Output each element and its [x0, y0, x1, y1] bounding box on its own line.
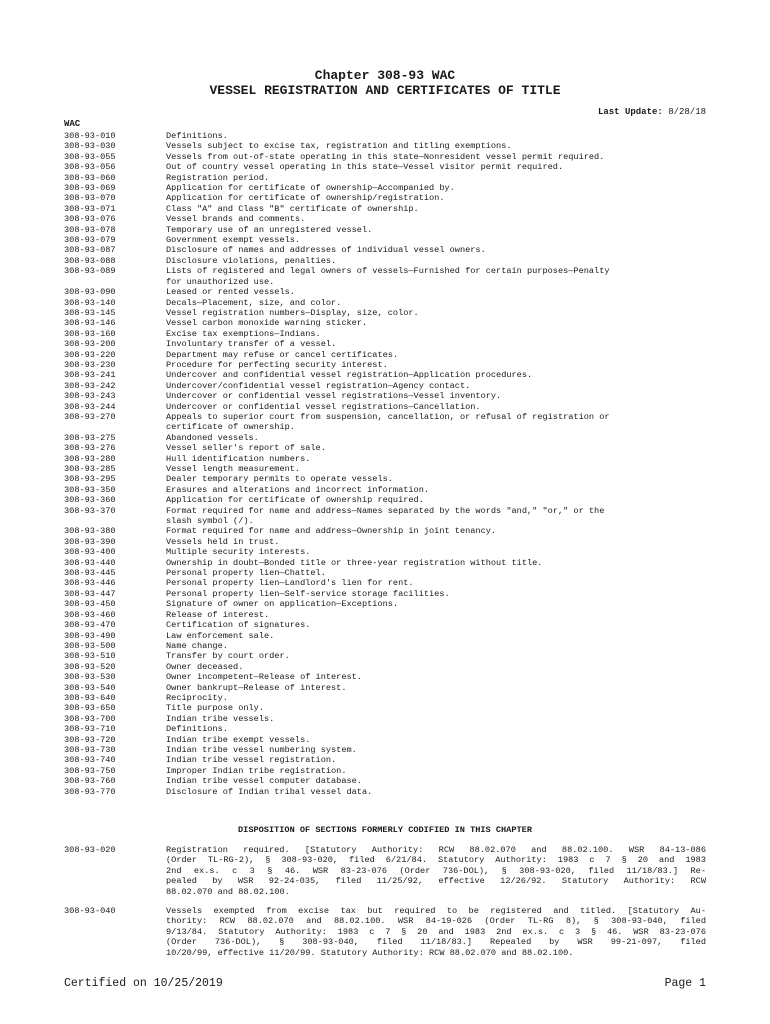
section-number: 308-93-280 — [64, 453, 116, 464]
section-row — [64, 308, 706, 318]
section-number: 308-93-270 — [64, 411, 116, 422]
section-row — [64, 485, 706, 495]
section-title: Disclosure of Indian tribal vessel data. — [166, 786, 373, 797]
section-row — [64, 683, 706, 693]
section-title: Disclosure of names and addresses of individual vessel owners. — [166, 245, 486, 256]
section-number: 308-93-447 — [64, 588, 116, 599]
page-number: Page 1 — [664, 977, 706, 990]
section-title: Format required for name and address—Names separated by the words "and," "or," or the slash symbol (/). — [166, 505, 605, 527]
section-row — [64, 339, 706, 349]
section-row — [64, 787, 706, 797]
section-row — [64, 474, 706, 484]
section-number: 308-93-242 — [64, 380, 116, 391]
section-title: Owner bankrupt—Release of interest. — [166, 682, 347, 693]
section-number: 308-93-145 — [64, 307, 116, 318]
section-row — [64, 193, 706, 203]
section-number: 308-93-241 — [64, 370, 116, 381]
section-number: 308-93-060 — [64, 172, 116, 183]
section-row — [64, 693, 706, 703]
section-row — [64, 620, 706, 630]
section-row — [64, 350, 706, 360]
section-number: 308-93-460 — [64, 609, 116, 620]
section-title: Erasures and alterations and incorrect information. — [166, 484, 430, 495]
section-number: 308-93-370 — [64, 505, 116, 516]
section-title: Indian tribe vessel numbering system. — [166, 744, 357, 755]
section-row — [64, 724, 706, 734]
section-title: Vessels held in trust. — [166, 536, 280, 547]
section-title: Appeals to superior court from suspension, cancellation, or refusal of registration or certificate of ownership. — [166, 411, 610, 433]
section-row — [64, 214, 706, 224]
section-number: 308-93-069 — [64, 183, 116, 194]
section-title: Government exempt vessels. — [166, 235, 301, 246]
section-row — [64, 204, 706, 214]
section-number: 308-93-079 — [64, 235, 116, 246]
section-number: 308-93-450 — [64, 599, 116, 610]
section-title: Personal property lien—Landlord's lien for rent. — [166, 578, 414, 589]
section-row — [64, 412, 706, 433]
disposition-row — [64, 906, 706, 958]
disposition-row — [64, 845, 706, 897]
section-title: Disclosure violations, penalties. — [166, 255, 337, 266]
section-number: 308-93-056 — [64, 162, 116, 173]
section-number: 308-93-380 — [64, 526, 116, 537]
section-title: Application for certificate of ownership/registration. — [166, 193, 445, 204]
section-number: 308-93-243 — [64, 391, 116, 402]
section-title: Class "A" and Class "B" certificate of ownership. — [166, 203, 419, 214]
section-number: 308-93-530 — [64, 672, 116, 683]
section-row — [64, 766, 706, 776]
section-number: 308-93-088 — [64, 255, 116, 266]
section-title: Definitions. — [166, 724, 228, 735]
section-number: 308-93-090 — [64, 287, 116, 298]
section-row — [64, 433, 706, 443]
section-row — [64, 256, 706, 266]
disposition-line: 9/13/84. Statutory Authority: 1983 c 7 § 20 and 1983 2nd ex.s. c 3 § 46. WSR 83-23-076 — [166, 926, 706, 937]
disposition-line: Vessels exempted from excise tax but required to be registered and titled. [Statutory Au- — [166, 906, 706, 917]
section-title: Reciprocity. — [166, 692, 228, 703]
section-title: Undercover or confidential vessel registrations—Vessel inventory. — [166, 391, 502, 402]
section-row — [64, 131, 706, 141]
section-row — [64, 245, 706, 255]
section-title: Application for certificate of ownership required. — [166, 495, 424, 506]
section-row — [64, 537, 706, 547]
section-row — [64, 641, 706, 651]
disposition-line: Registration required. [Statutory Authority: RCW 88.02.070 and 88.02.100. WSR 84-13-086 — [166, 845, 706, 855]
section-row — [64, 672, 706, 682]
section-title: Release of interest. — [166, 609, 270, 620]
section-title: Law enforcement sale. — [166, 630, 275, 641]
section-title: Registration period. — [166, 172, 270, 183]
section-row — [64, 589, 706, 599]
section-row — [64, 599, 706, 609]
chapter-title — [0, 68, 770, 98]
section-title: Indian tribe vessels. — [166, 713, 275, 724]
section-number: 308-93-540 — [64, 682, 116, 693]
section-row — [64, 735, 706, 745]
section-number: 308-93-275 — [64, 432, 116, 443]
section-row — [64, 703, 706, 713]
section-number: 308-93-230 — [64, 359, 116, 370]
section-row — [64, 141, 706, 151]
section-row — [64, 152, 706, 162]
section-number: 308-93-140 — [64, 297, 116, 308]
section-title: Vessel seller's report of sale. — [166, 443, 326, 454]
section-row — [64, 464, 706, 474]
section-title: Improper Indian tribe registration. — [166, 765, 347, 776]
section-title: Vessel length measurement. — [166, 464, 301, 474]
section-title: Dealer temporary permits to operate vessels. — [166, 474, 393, 485]
section-title: Owner deceased. — [166, 661, 244, 672]
section-number: 308-93-400 — [64, 547, 116, 558]
section-number: 308-93-276 — [64, 443, 116, 454]
section-number: 308-93-750 — [64, 765, 116, 776]
section-title: Involuntary transfer of a vessel. — [166, 339, 337, 350]
section-number: 308-93-244 — [64, 401, 116, 412]
section-title: Decals—Placement, size, and color. — [166, 297, 342, 308]
section-title: Vessel carbon monoxide warning sticker. — [166, 318, 368, 329]
section-number: 308-93-350 — [64, 484, 116, 495]
section-row — [64, 714, 706, 724]
section-title: Indian tribe exempt vessels. — [166, 734, 311, 745]
section-title: Lists of registered and legal owners of vessels—Furnished for certain purposes—Penalty for unauthorized use. — [166, 266, 610, 287]
section-number: 308-93-070 — [64, 193, 116, 204]
section-number: 308-93-730 — [64, 744, 116, 755]
section-title: Title purpose only. — [166, 703, 264, 714]
section-title: Vessel brands and comments. — [166, 214, 306, 225]
disposition-text — [166, 906, 706, 958]
section-number: 308-93-010 — [64, 131, 116, 141]
disposition-heading: DISPOSITION OF SECTIONS FORMERLY CODIFIED IN THIS CHAPTER — [238, 825, 532, 835]
disposition-line: 10/20/99, effective 11/20/99. Statutory Authority: RCW 88.02.070 and 88.02.100. — [166, 947, 574, 958]
section-number: 308-93-510 — [64, 651, 116, 662]
section-title: Leased or rented vessels. — [166, 287, 295, 298]
section-number: 308-93-470 — [64, 620, 116, 631]
section-title: Ownership in doubt—Bonded title or three-year registration without title. — [166, 557, 543, 568]
section-number: 308-93-040 — [64, 906, 116, 917]
section-row — [64, 651, 706, 661]
section-title: Transfer by court order. — [166, 651, 290, 662]
section-row — [64, 495, 706, 505]
section-number: 308-93-446 — [64, 578, 116, 589]
section-row — [64, 662, 706, 672]
disposition-line: (Order 736-DOL), § 308-93-040, filed 11/18/83.] Repealed by WSR 99-21-097, filed — [166, 937, 706, 948]
last-update — [598, 107, 706, 118]
section-title: Indian tribe vessel registration. — [166, 755, 337, 766]
section-number: 308-93-520 — [64, 661, 116, 672]
section-row — [64, 287, 706, 297]
section-number: 308-93-760 — [64, 776, 116, 787]
section-title: Multiple security interests. — [166, 547, 311, 558]
section-title: Format required for name and address—Ownership in joint tenancy. — [166, 526, 497, 537]
section-row — [64, 318, 706, 328]
section-title: Application for certificate of ownership—Accompanied by. — [166, 183, 455, 194]
section-title: Personal property lien—Chattel. — [166, 568, 326, 579]
section-number: 308-93-640 — [64, 692, 116, 703]
section-number: 308-93-087 — [64, 245, 116, 256]
section-number: 308-93-710 — [64, 724, 116, 735]
section-number: 308-93-720 — [64, 734, 116, 745]
section-title: Definitions. — [166, 131, 228, 141]
section-title: Indian tribe vessel computer database. — [166, 776, 362, 787]
section-number: 308-93-440 — [64, 557, 116, 568]
section-title: Vessels from out-of-state operating in this state—Nonresident vessel permit required. — [166, 151, 605, 162]
section-number: 308-93-740 — [64, 755, 116, 766]
section-row — [64, 225, 706, 235]
section-row — [64, 568, 706, 578]
section-title: Abandoned vessels. — [166, 432, 259, 443]
section-number: 308-93-285 — [64, 464, 116, 474]
section-number: 308-93-200 — [64, 339, 116, 350]
section-number: 308-93-076 — [64, 214, 116, 225]
section-number: 308-93-146 — [64, 318, 116, 329]
section-row — [64, 610, 706, 620]
section-number: 308-93-770 — [64, 786, 116, 797]
section-number: 308-93-490 — [64, 630, 116, 641]
disposition-text — [166, 845, 706, 897]
section-row — [64, 183, 706, 193]
section-row — [64, 173, 706, 183]
section-number: 308-93-700 — [64, 713, 116, 724]
section-row — [64, 745, 706, 755]
disposition-line: pealed by WSR 92-24-035, filed 11/25/92, effective 12/26/92. Statutory Authority: RCW — [166, 876, 706, 887]
section-number: 308-93-650 — [64, 703, 116, 714]
section-row — [64, 547, 706, 557]
section-title: Undercover and confidential vessel registration—Application procedures. — [166, 370, 533, 381]
disposition-line: (Order TL-RG-2), § 308-93-020, filed 6/21/84. Statutory Authority: 1983 c 7 § 20 and 1983 — [166, 855, 706, 866]
section-title: Undercover or confidential vessel registrations—Cancellation. — [166, 401, 481, 412]
section-number: 308-93-078 — [64, 224, 116, 235]
section-title: Certification of signatures. — [166, 620, 311, 631]
section-row — [64, 381, 706, 391]
section-number: 308-93-055 — [64, 151, 116, 162]
section-title: Temporary use of an unregistered vessel. — [166, 224, 373, 235]
section-title: Undercover/confidential vessel registration—Agency contact. — [166, 380, 471, 391]
section-title: Out of country vessel operating in this state—Vessel visitor permit required. — [166, 162, 564, 173]
disposition-line: thority: RCW 88.02.070 and 88.02.100. WSR 84-19-026 (Order TL-RG 8), § 308-93-040, filed — [166, 916, 706, 927]
section-number: 308-93-071 — [64, 203, 116, 214]
disposition-line: 2nd ex.s. c 3 § 46. WSR 83-23-076 (Order 736-DOL), § 308-93-020, filed 11/18/83.] Re- — [166, 865, 706, 876]
wac-heading: WAC — [64, 119, 81, 129]
section-row — [64, 454, 706, 464]
section-number: 308-93-020 — [64, 845, 116, 855]
certified-date: Certified on 10/25/2019 — [64, 977, 223, 990]
section-row — [64, 631, 706, 641]
section-list — [64, 131, 706, 797]
section-title: Vessels subject to excise tax, registration and titling exemptions. — [166, 141, 512, 152]
section-row — [64, 443, 706, 453]
section-row — [64, 391, 706, 401]
section-number: 308-93-295 — [64, 474, 116, 485]
section-title: Hull identification numbers. — [166, 453, 311, 464]
section-row — [64, 266, 706, 287]
section-title: Excise tax exemptions—Indians. — [166, 328, 321, 339]
section-row — [64, 360, 706, 370]
section-row — [64, 755, 706, 765]
section-title: Name change. — [166, 640, 228, 651]
section-number: 308-93-390 — [64, 536, 116, 547]
section-number: 308-93-360 — [64, 495, 116, 506]
section-title: Procedure for perfecting security interest. — [166, 359, 388, 370]
section-number: 308-93-445 — [64, 568, 116, 579]
section-title: Owner incompetent—Release of interest. — [166, 672, 362, 683]
last-update-label: Last Update: — [597, 107, 663, 117]
chapter-name: VESSEL REGISTRATION AND CERTIFICATES OF TITLE — [209, 83, 561, 98]
section-title: Signature of owner on application—Exceptions. — [166, 599, 399, 610]
last-update-value: 8/28/18 — [668, 107, 706, 117]
section-number: 308-93-030 — [64, 141, 116, 152]
chapter-number: Chapter 308-93 WAC — [314, 68, 456, 83]
section-row — [64, 235, 706, 245]
disposition-list — [64, 845, 706, 967]
section-row — [64, 298, 706, 308]
section-number: 308-93-089 — [64, 266, 116, 277]
section-row — [64, 162, 706, 172]
section-row — [64, 329, 706, 339]
section-number: 308-93-160 — [64, 328, 116, 339]
section-title: Vessel registration numbers—Display, size, color. — [166, 307, 419, 318]
section-row — [64, 402, 706, 412]
section-number: 308-93-220 — [64, 349, 116, 360]
section-row — [64, 506, 706, 527]
section-row — [64, 578, 706, 588]
section-number: 308-93-500 — [64, 640, 116, 651]
section-title: Department may refuse or cancel certificates. — [166, 349, 399, 360]
disposition-line: 88.02.070 and 88.02.100. — [166, 886, 290, 897]
section-row — [64, 526, 706, 536]
section-row — [64, 558, 706, 568]
section-row — [64, 776, 706, 786]
section-title: Personal property lien—Self-service storage facilities. — [166, 588, 450, 599]
section-row — [64, 370, 706, 380]
